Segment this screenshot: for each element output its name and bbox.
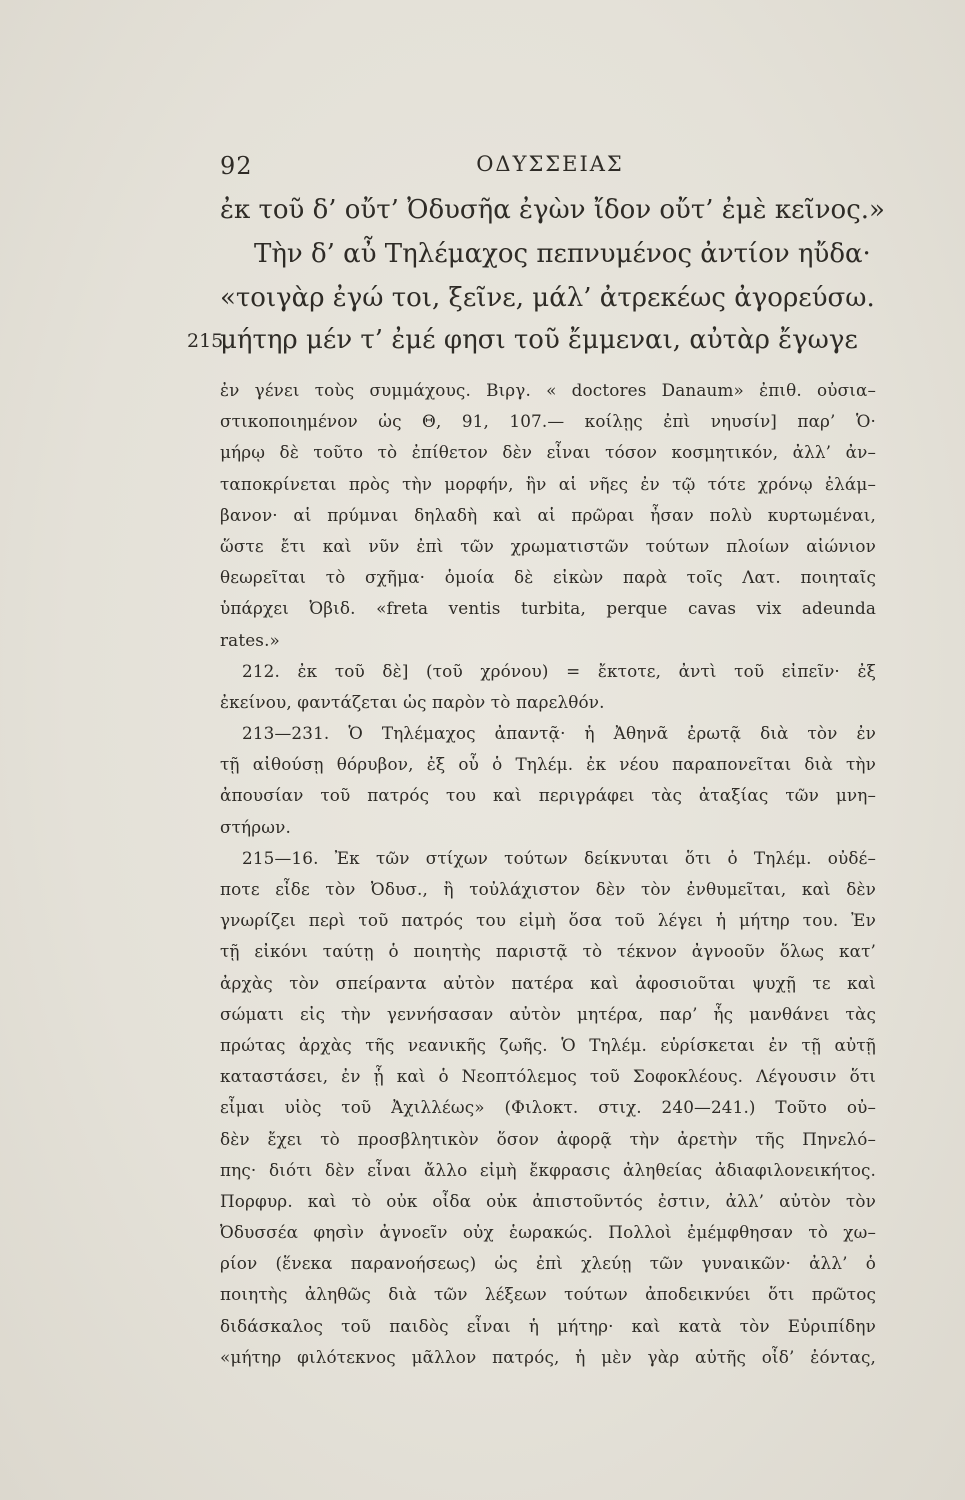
commentary-line: διδάσκαλος τοῦ παιδὸς εἶναι ἡ μήτηρ· καὶ κατὰ τὸν Εὐριπίδην: [220, 1315, 876, 1336]
verse-line: «τοιγὰρ ἐγώ τοι, ξεῖνε, μάλ’ ἀτρεκέως ἀγορεύσω.: [220, 283, 875, 313]
commentary-line: ρίον (ἕνεκα παρανοήσεως) ὡς ἐπὶ χλεύῃ τῶν γυναικῶν· ἀλλ’ ὁ: [220, 1253, 876, 1274]
commentary-line: 215—16. Ἐκ τῶν στίχων τούτων δείκνυται ὅτι ὁ Τηλέμ. οὐδέ–: [242, 847, 876, 868]
commentary-line: βανον· αἱ πρύμναι δηλαδὴ καὶ αἱ πρῶραι ἦσαν πολὺ κυρτωμέναι,: [220, 504, 876, 525]
commentary-line: ἀρχὰς τὸν σπείραντα αὐτὸν πατέρα καὶ ἀφοσιοῦται ψυχῇ τε καὶ: [220, 972, 876, 993]
commentary-line: στικοποιημένον ὡς Θ, 91, 107.— κοίλῃς ἐπὶ νηυσίν] παρ’ Ὁ·: [220, 411, 876, 432]
verse-line: ἐκ τοῦ δ’ οὔτ’ Ὀδυσῆα ἐγὼν ἴδον οὔτ’ ἐμὲ κεῖνος.»: [220, 195, 885, 225]
commentary-line: πρώτας ἀρχὰς τῆς νεανικῆς ζωῆς. Ὁ Τηλέμ. εὑρίσκεται ἐν τῇ αὐτῇ: [220, 1034, 876, 1055]
page-header: [220, 152, 880, 182]
commentary-line: εἶμαι υἱὸς τοῦ Ἀχιλλέως» (Φιλοκτ. στιχ. 240—241.) Τοῦτο οὐ–: [220, 1097, 876, 1118]
commentary-line: ποιητὴς ἀληθῶς διὰ τῶν λέξεων τούτων ἀποδεικνύει ὅτι πρῶτος: [220, 1284, 876, 1305]
commentary-line: ἀπουσίαν τοῦ πατρός του καὶ περιγράφει τὰς ἀταξίας τῶν μνη–: [220, 785, 876, 806]
commentary-line: γνωρίζει περὶ τοῦ πατρός του εἰμὴ ὅσα τοῦ λέγει ἡ μήτηρ του. Ἐν: [220, 910, 876, 931]
commentary-line: θεωρεῖται τὸ σχῆμα· ὁμοία δὲ εἰκὼν παρὰ τοῖς Λατ. ποιηταῖς: [220, 567, 876, 588]
commentary-line: ἐν γένει τοὺς συμμάχους. Βιργ. « doctores Danaum» ἐπιθ. οὐσια–: [220, 380, 876, 400]
verse-line: μήτηρ μέν τ’ ἐμέ φησι τοῦ ἔμμεναι, αὐτὰρ ἔγωγε: [220, 325, 858, 355]
commentary-line: Πορφυρ. καὶ τὸ οὐκ οἶδα οὐκ ἀπιστοῦντός ἐστιν, ἀλλ’ αὐτὸν τὸν: [220, 1190, 876, 1211]
verse-number: 215: [187, 330, 224, 352]
commentary-line: πης· διότι δὲν εἶναι ἄλλο εἰμὴ ἔκφρασις ἀληθείας ἀδιαφιλονεικήτος.: [220, 1159, 876, 1180]
commentary-line: rates.»: [220, 629, 280, 650]
commentary-line: σώματι εἰς τὴν γεννήσασαν αὐτὸν μητέρα, παρ’ ἧς μανθάνει τὰς: [220, 1003, 876, 1024]
commentary-line: καταστάσει, ἐν ᾗ καὶ ὁ Νεοπτόλεμος τοῦ Σοφοκλέους. Λέγουσιν ὅτι: [220, 1066, 876, 1087]
commentary-line: ταποκρίνεται πρὸς τὴν μορφήν, ἣν αἱ νῆες ἐν τῷ τότε χρόνῳ ἐλάμ–: [220, 473, 876, 494]
page-number: 92: [220, 152, 253, 180]
commentary-line: ποτε εἶδε τὸν Ὀδυσ., ἢ τοὐλάχιστον δὲν τὸν ἐνθυμεῖται, καὶ δὲν: [220, 879, 876, 899]
commentary-line: τῇ εἰκόνι ταύτῃ ὁ ποιητὴς παριστᾷ τὸ τέκνον ἀγνοοῦν ὅλως κατ’: [220, 941, 876, 962]
commentary-line: 212. ἐκ τοῦ δὲ] (τοῦ χρόνου) = ἔκτοτε, ἀντὶ τοῦ εἰπεῖν· ἐξ: [242, 660, 876, 681]
commentary-line: δὲν ἔχει τὸ προσβλητικὸν ὅσον ἀφορᾷ τὴν ἀρετὴν τῆς Πηνελό–: [220, 1128, 876, 1149]
commentary-line: τῇ αἰθούσῃ θόρυβον, ἐξ οὗ ὁ Τηλέμ. ἐκ νέου παραπονεῖται διὰ τὴν: [220, 754, 876, 775]
commentary-line: 213—231. Ὁ Τηλέμαχος ἀπαντᾷ· ἡ Ἀθηνᾶ ἐρωτᾷ διὰ τὸν ἐν: [242, 723, 876, 744]
commentary-line: στήρων.: [220, 816, 291, 837]
commentary-line: ἐκείνου, φαντάζεται ὡς παρὸν τὸ παρελθόν.: [220, 691, 605, 712]
verse-line: Τὴν δ’ αὖ Τηλέμαχος πεπνυμένος ἀντίον ηὔδα·: [254, 239, 871, 269]
commentary-line: ὥστε ἔτι καὶ νῦν ἐπὶ τῶν χρωματιστῶν τούτων πλοίων αἰώνιον: [220, 535, 876, 556]
commentary-line: Ὀδυσσέα φησὶν ἀγνοεῖν οὐχ ἑωρακώς. Πολλοὶ ἐμέμφθησαν τὸ χω–: [220, 1222, 876, 1243]
running-title: ΟΔΥΣΣΕΙΑΣ: [476, 152, 624, 176]
commentary-block: [220, 375, 876, 1373]
commentary-line: ὑπάρχει Ὀβιδ. «freta ventis turbita, perque cavas vix adeunda: [220, 598, 876, 619]
commentary-line: μήρῳ δὲ τοῦτο τὸ ἐπίθετον δὲν εἶναι τόσον κοσμητικόν, ἀλλ’ ἀν–: [220, 442, 876, 463]
commentary-line: «μήτηρ φιλότεκνος μᾶλλον πατρός, ἡ μὲν γὰρ αὐτῆς οἶδ’ ἐόντας,: [220, 1346, 876, 1367]
